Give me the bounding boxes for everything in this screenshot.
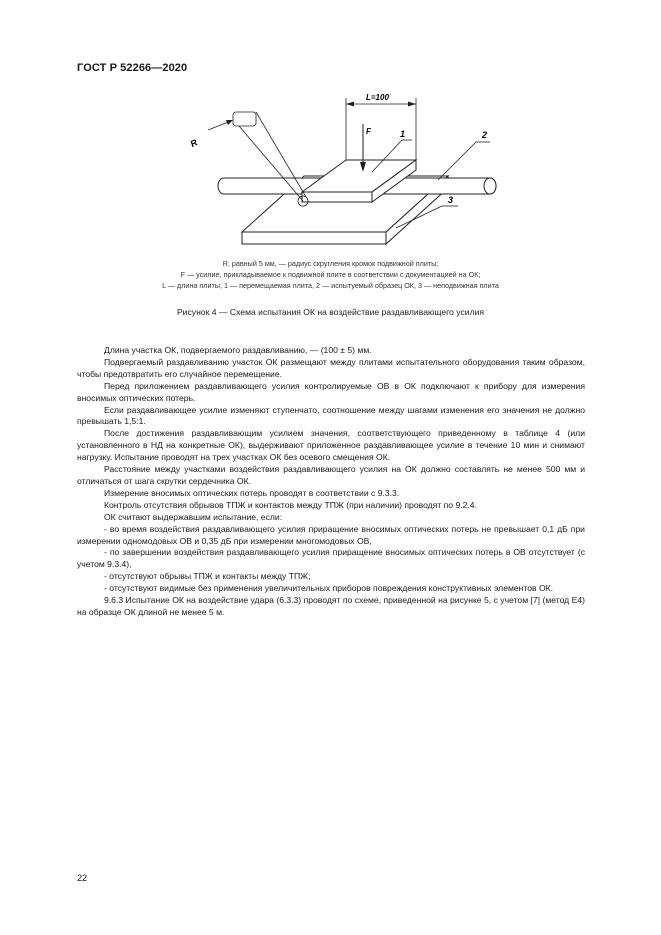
paragraph: ОК считают выдержавшим испытание, если: [104, 511, 283, 522]
document-header: ГОСТ Р 52266—2020 [77, 62, 188, 74]
label-2: 2 [482, 130, 488, 140]
paragraph: Длина участка ОК, подвергаемого раздавливанию, — (100 ± 5) мм. [104, 345, 372, 355]
page-number: 22 [77, 873, 88, 883]
dimension-arrow-left [346, 102, 354, 107]
dimension-arrow-right [408, 102, 416, 107]
legend-line-2: F — усилие, прикладываемое к подвижной плите в соответствии с документацией на ОК; [180, 270, 481, 279]
section-paragraph: 9.6.3 Испытание ОК на воздействие удара (6.3.3) проводят по схеме, приведенной на рисунке 5, с учетом [7] (метод Е4) на образце ОК длиной не менее 5 м. [77, 595, 585, 617]
paragraph: Подвергаемый раздавливанию участок ОК размещают между плитами испытательного оборудования таким образом, чтобы предотвратить его случайное перемещение. [77, 356, 585, 379]
leader-2 [438, 142, 476, 180]
r-detail-box [233, 112, 256, 126]
paragraph: Если раздавливающее усилие изменяют ступенчато, соотношение между шагами изменения его значения не должно превышать 1,5:1. [77, 404, 585, 427]
legend-line-1: R, равный 5 мм, — радиус скругления кромок подвижной плиты; [222, 259, 439, 268]
list-item: - отсутствуют обрывы ТПЖ и контакты между ТПЖ; [104, 571, 311, 582]
label-3: 3 [448, 195, 454, 205]
r-pointer-head [226, 120, 233, 125]
list-item: - отсутствуют видимые без применения увеличительных приборов повреждения конструктивных элементов ОК. [104, 583, 554, 594]
paragraph: Перед приложением раздавливающего усилия контролируемые ОВ в ОК подключают к прибору для измерения вносимых оптических потерь. [77, 380, 585, 403]
label-1: 1 [400, 129, 406, 139]
paragraph: После достижения раздавливающим усилием значения, соответствующего приведенному в таблице 4 (или установленного в НД на конкретные ОК), выдерживают приложенное раздавливающее усилие в течение 10 мин и снимают нагрузку. Испытание проводят на трех участках ОК без осевого смещения ОК. [77, 428, 585, 463]
list-item: - во время воздействия раздавливающего усилия приращение вносимых оптических потерь не превышает 0,1 дБ при измерении одномодовых ОВ и 0,35 дБ при измерении многомодовых ОВ, [77, 523, 585, 546]
paragraph: Измерение вносимых оптических потерь проводят в соответствии с 9.3.3. [104, 487, 400, 498]
cable-end [484, 178, 496, 194]
figure-caption: Рисунок 4 — Схема испытания ОК на воздействие раздавливающего усилия [176, 307, 485, 317]
body-text [77, 345, 585, 619]
crush-test-figure [180, 88, 520, 256]
label-F: F [366, 127, 371, 136]
label-R: R [188, 137, 200, 150]
movable-plate-front [302, 192, 372, 202]
list-item: - по завершении воздействия раздавливающего усилия приращение вносимых оптических потерь в ОВ отсутствует (с учетом 9.3.4), [77, 547, 585, 570]
legend-line-3: L — длина плиты, 1 — перемещаемая плита, 2 — испытуемый образец ОК, 3 — неподвижная плита [162, 281, 499, 290]
paragraph: Расстояние между участками воздействия раздавливающего усилия на ОК должно составлять не менее 500 мм и отличаться от шага скрутки сердечника ОК. [77, 464, 585, 486]
label-L: L=100 [366, 93, 389, 102]
fixed-plate-front [242, 232, 386, 244]
paragraph: Контроль отсутствия обрывов ТПЖ и контактов между ТПЖ (при наличии) проводят по 9.2.4. [104, 499, 477, 510]
